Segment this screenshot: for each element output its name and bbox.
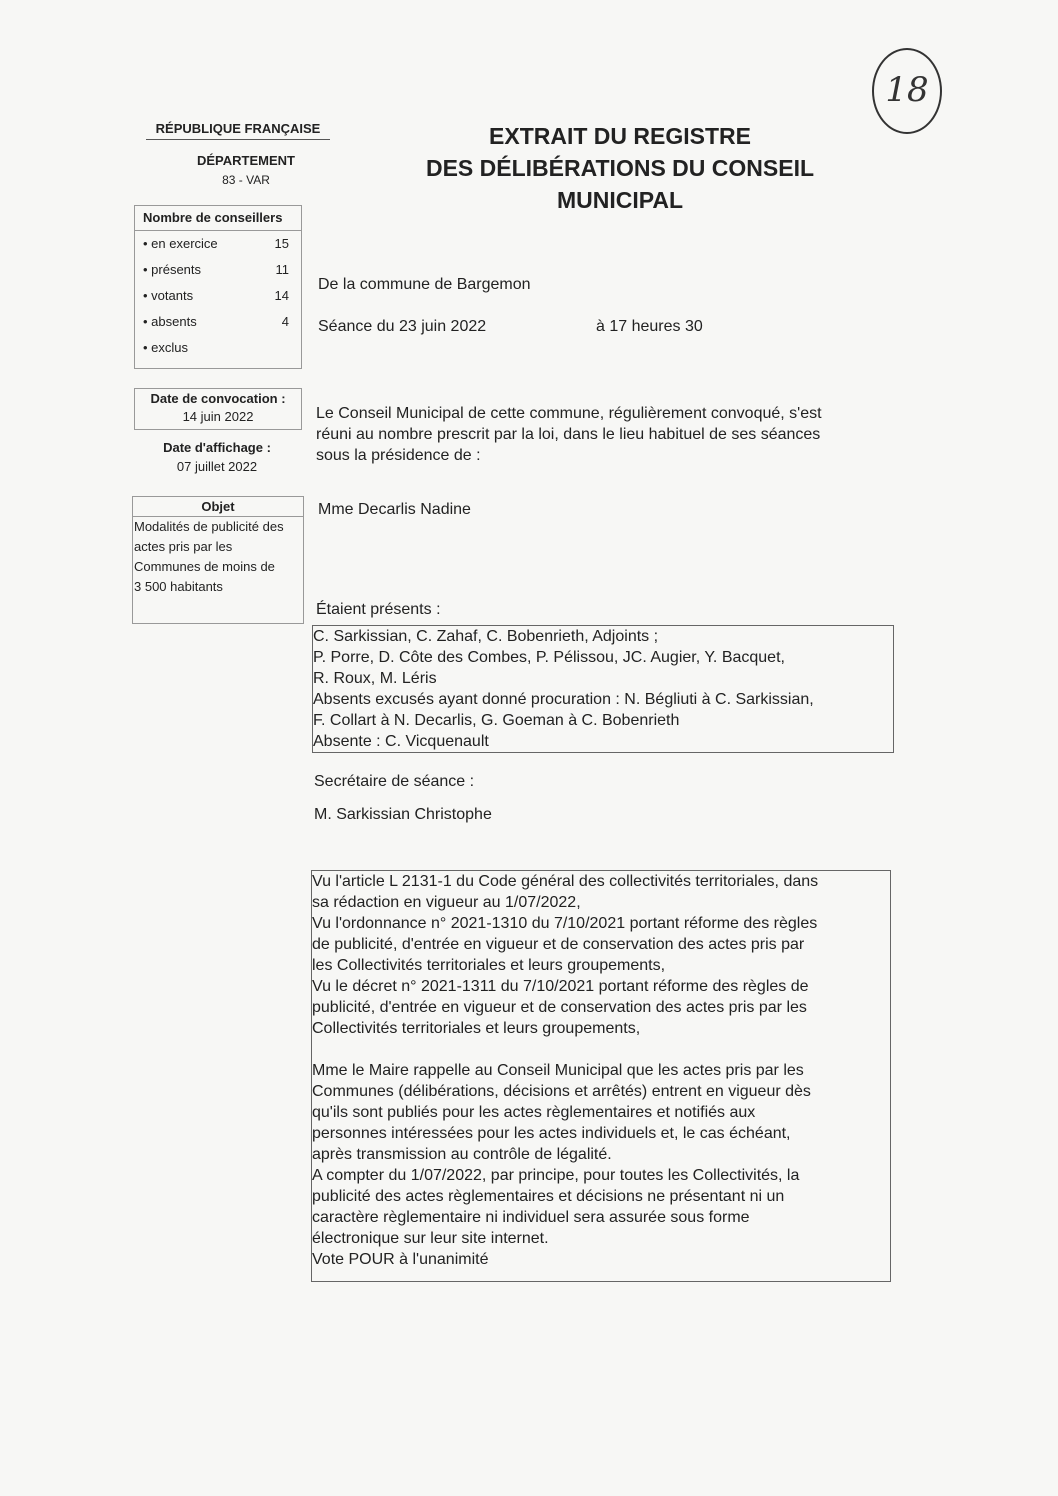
body-line: les Collectivités territoriales et leurs groupements, — [312, 957, 666, 974]
body-line: Vu le décret n° 2021-1311 du 7/10/2021 portant réforme des règles de — [312, 978, 809, 995]
councillors-title: Nombre de conseillers — [135, 206, 301, 231]
presents-line: R. Roux, M. Léris — [313, 670, 437, 687]
body-line: Vu l'article L 2131-1 du Code général des collectivités territoriales, dans — [312, 873, 819, 890]
councillor-row — [135, 257, 301, 283]
row-label: • en exercice — [143, 236, 218, 251]
objet-box — [132, 496, 304, 624]
republique-label: RÉPUBLIQUE FRANÇAISE — [146, 121, 330, 140]
departement-label: DÉPARTEMENT — [197, 153, 295, 168]
body-line: de publicité, d'entrée en vigueur et de conservation des actes pris par — [312, 936, 805, 953]
councillor-row — [135, 335, 301, 361]
body-line: Vote POUR à l'unanimité — [312, 1251, 489, 1268]
handwritten-page-number: 18 — [872, 48, 942, 134]
body-line: électronique sur leur site internet. — [312, 1230, 549, 1247]
presents-line: F. Collart à N. Decarlis, G. Goeman à C. Bobenrieth — [313, 712, 680, 729]
body-line: Vu l'ordonnance n° 2021-1310 du 7/10/2021 portant réforme des règles — [312, 915, 818, 932]
convocation-label: Date de convocation : — [150, 391, 286, 406]
body-line: publicité des actes règlementaires et décisions ne présentant ni un — [312, 1188, 785, 1205]
secretaire-name: M. Sarkissian Christophe — [314, 806, 492, 823]
body-line: publicité, d'entrée en vigueur et de conservation des actes pris par les — [312, 999, 807, 1016]
row-value: 14 — [274, 288, 289, 303]
body-line — [312, 1039, 890, 1060]
row-label: • absents — [143, 314, 197, 329]
body-line: Collectivités territoriales et leurs groupements, — [312, 1020, 641, 1037]
row-label: • votants — [143, 288, 194, 303]
presents-line: Absents excusés ayant donné procuration : N. Bégliuti à C. Sarkissian, — [313, 691, 814, 708]
seance-line: Séance du 23 juin 2022 — [318, 318, 487, 335]
affichage-label: Date d'affichage : — [163, 440, 271, 455]
intro-paragraph — [316, 403, 876, 466]
presents-line: P. Porre, D. Côte des Combes, P. Pélissou, JC. Augier, Y. Bacquet, — [313, 649, 785, 666]
secretaire-label: Secrétaire de séance : — [314, 773, 475, 790]
row-value: 4 — [281, 314, 289, 329]
body-line: qu'ils sont publiés pour les actes règlementaires et notifiés aux — [312, 1104, 756, 1121]
presents-box — [312, 625, 894, 753]
president-name: Mme Decarlis Nadine — [318, 501, 471, 518]
row-value: 11 — [275, 262, 289, 277]
affichage-block — [134, 440, 300, 474]
presents-line: C. Sarkissian, C. Zahaf, C. Bobenrieth, Adjoints ; — [313, 628, 659, 645]
councillor-row — [135, 283, 301, 309]
affichage-date: 07 juillet 2022 — [176, 459, 258, 474]
commune-line: De la commune de Bargemon — [318, 276, 531, 293]
intro-line: réuni au nombre prescrit par la loi, dans le lieu habituel de ses séances — [316, 426, 821, 443]
document-title — [360, 120, 880, 216]
row-value: 15 — [274, 236, 289, 251]
body-line: caractère règlementaire ni individuel sera assurée sous forme — [312, 1209, 750, 1226]
objet-label: Objet — [133, 497, 303, 517]
heure-line: à 17 heures 30 — [596, 318, 703, 335]
title-line: DES DÉLIBÉRATIONS DU CONSEIL — [425, 155, 815, 181]
body-line: sa rédaction en vigueur au 1/07/2022, — [312, 894, 581, 911]
body-line: Communes (délibérations, décisions et arrêtés) entrent en vigueur dès — [312, 1083, 811, 1100]
deliberation-box — [311, 870, 891, 1282]
convocation-box — [134, 388, 302, 430]
body-line: A compter du 1/07/2022, par principe, pour toutes les Collectivités, la — [312, 1167, 800, 1184]
departement-value: 83 - VAR — [222, 173, 270, 187]
title-line: EXTRAIT DU REGISTRE — [489, 123, 751, 149]
councillor-row — [135, 231, 301, 257]
body-line: Mme le Maire rappelle au Conseil Municipal que les actes pris par les — [312, 1062, 804, 1079]
convocation-date: 14 juin 2022 — [182, 409, 254, 424]
row-label: • présents — [143, 262, 202, 277]
body-line: personnes intéressées pour les actes individuels et, le cas échéant, — [312, 1125, 791, 1142]
objet-line: Modalités de publicité des — [134, 519, 284, 534]
councillor-row — [135, 309, 301, 335]
councillors-box — [134, 205, 302, 369]
body-line: après transmission au contrôle de légalité. — [312, 1146, 612, 1163]
objet-text — [133, 517, 303, 597]
intro-line: sous la présidence de : — [316, 447, 481, 464]
intro-line: Le Conseil Municipal de cette commune, régulièrement convoqué, s'est — [316, 405, 822, 422]
presents-label: Étaient présents : — [316, 601, 441, 618]
presents-line: Absente : C. Vicquenault — [313, 733, 489, 750]
row-label: • exclus — [143, 340, 189, 355]
objet-line: actes pris par les — [134, 539, 233, 554]
objet-line: Communes de moins de — [134, 559, 275, 574]
title-line: MUNICIPAL — [556, 187, 684, 213]
objet-line: 3 500 habitants — [134, 579, 223, 594]
